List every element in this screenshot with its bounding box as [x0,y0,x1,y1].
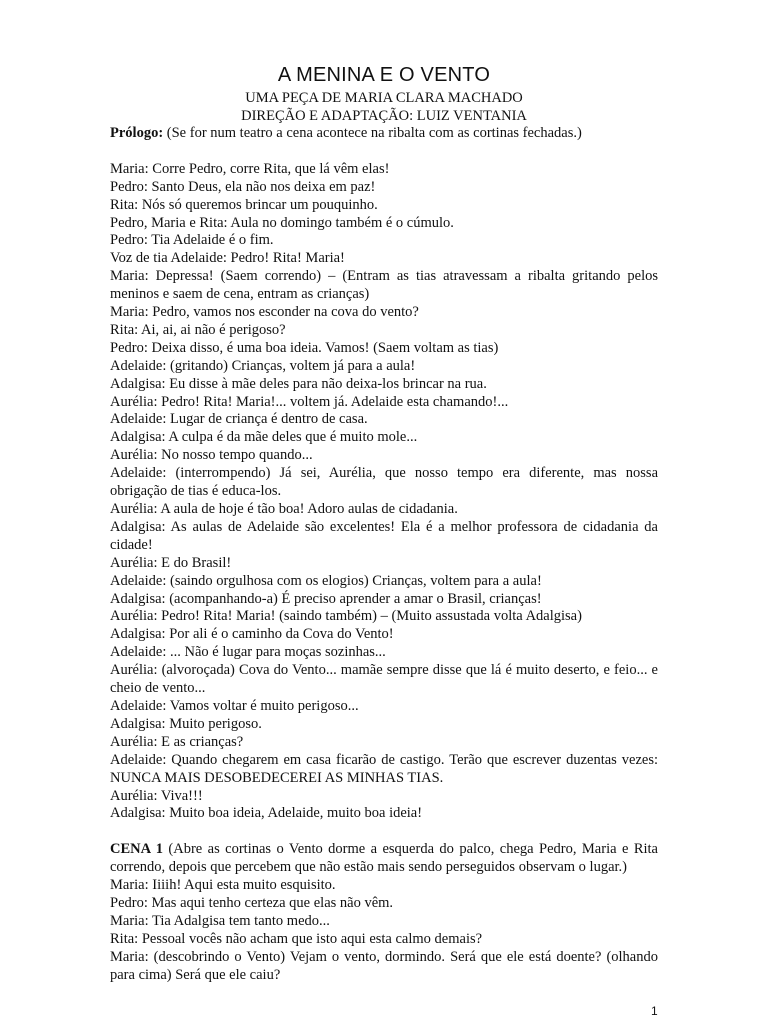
blank-line [110,143,658,161]
blank-line [110,823,658,841]
dialogue-line: Pedro: Deixa disso, é uma boa ideia. Vamos! (Saem voltam as tias) [110,339,499,356]
dialogue-line: Aurélia: Pedro! Rita! Maria!... voltem já. Adelaide esta chamando!... [110,393,509,410]
dialogue-line: Maria: Corre Pedro, corre Rita, que lá vêm elas! [110,160,390,177]
dialogue-line: Maria: Iiiih! Aqui esta muito esquisito. [110,877,336,894]
prologue-label: Prólogo: [110,125,164,141]
page-number: 1 [651,1004,658,1018]
dialogue-line: Adelaide: ... Não é lugar para moças sozinhas... [110,644,386,661]
dialogue-line: Adalgisa: Muito perigoso. [110,715,262,732]
dialogue-line: Pedro: Mas aqui tenho certeza que elas não vêm. [110,894,394,911]
document-page [110,64,658,984]
dialogue-line: Adalgisa: (acompanhando-a) É preciso aprender a amar o Brasil, crianças! [110,590,542,607]
prologue [110,125,658,143]
scene-direction: (Abre as cortinas o Vento dorme a esquerda do palco, chega Pedro, Maria e Rita correndo, depois que percebem que não estão mais sendo perseguidos observam o lugar.) [110,841,658,876]
dialogue-line: Pedro, Maria e Rita: Aula no domingo também é o cúmulo. [110,214,454,231]
dialogue-line: Adelaide: Quando chegarem em casa ficarão de castigo. Terão que escrever duzentas vezes: NUNCA MAIS DESOBEDECEREI AS MINHAS TIAS. [110,751,658,786]
dialogue-line: Adalgisa: Por ali é o caminho da Cova do Vento! [110,626,394,643]
script-body [110,125,658,984]
prologue-text: (Se for num teatro a cena acontece na ribalta com as cortinas fechadas.) [166,125,582,141]
dialogue-line: Adalgisa: Muito boa ideia, Adelaide, muito boa ideia! [110,805,423,822]
dialogue-line: Adalgisa: As aulas de Adelaide são excelentes! Ela é a melhor professora de cidadania da cidade! [110,518,658,553]
dialogue-line: Aurélia: E as crianças? [110,733,244,750]
dialogue-line: Adalgisa: Eu disse à mãe deles para não deixa-los brincar na rua. [110,375,487,392]
subtitle-direction: DIREÇÃO E ADAPTAÇÃO: LUIZ VENTANIA [241,107,527,124]
dialogue-line: Rita: Nós só queremos brincar um pouquinho. [110,196,378,213]
dialogue-line: Maria: Pedro, vamos nos esconder na cova do vento? [110,304,419,321]
dialogue-line: Rita: Ai, ai, ai não é perigoso? [110,321,286,338]
dialogue-line: Adalgisa: A culpa é da mãe deles que é muito mole... [110,429,418,446]
dialogue-line: Aurélia: (alvoroçada) Cova do Vento... mamãe sempre disse que lá é muito deserto, e feio... e cheio de vento... [110,662,658,697]
dialogue-line: Adelaide: (interrompendo) Já sei, Aurélia, que nosso tempo era diferente, mas nossa obrigação de tias é educa-los. [110,465,658,500]
dialogue-line: Adelaide: (saindo orgulhosa com os elogios) Crianças, voltem para a aula! [110,572,542,589]
scene-heading [110,841,658,877]
dialogue-line: Aurélia: No nosso tempo quando... [110,447,313,464]
play-title: A MENINA E O VENTO [277,64,491,86]
dialogue-line: Aurélia: Viva!!! [110,787,203,804]
dialogue-line: Aurélia: A aula de hoje é tão boa! Adoro aulas de cidadania. [110,501,458,518]
dialogue-line: Rita: Pessoal vocês não acham que isto aqui esta calmo demais? [110,930,483,947]
dialogue-line: Maria: (descobrindo o Vento) Vejam o vento, dormindo. Será que ele está doente? (olhando para cima) Será que ele caiu? [110,948,658,983]
dialogue-line: Aurélia: Pedro! Rita! Maria! (saindo também) – (Muito assustada volta Adalgisa) [110,608,582,625]
dialogue-line: Maria: Tia Adalgisa tem tanto medo... [110,912,330,929]
dialogue-line: Maria: Depressa! (Saem correndo) – (Entram as tias atravessam a ribalta gritando pelos meninos e saem de cena, entram as crianças) [110,268,658,303]
dialogue-line: Pedro: Santo Deus, ela não nos deixa em paz! [110,178,376,195]
subtitle-author: UMA PEÇA DE MARIA CLARA MACHADO [245,90,523,106]
dialogue-line: Adelaide: Lugar de criança é dentro de casa. [110,411,368,428]
dialogue-line: Pedro: Tia Adelaide é o fim. [110,232,274,249]
dialogue-line: Voz de tia Adelaide: Pedro! Rita! Maria! [110,250,345,267]
dialogue-line: Aurélia: E do Brasil! [110,554,232,571]
scene-label: CENA 1 [110,841,163,858]
dialogue-line: Adelaide: (gritando) Crianças, voltem já para a aula! [110,357,416,374]
dialogue-line: Adelaide: Vamos voltar é muito perigoso... [110,697,359,714]
